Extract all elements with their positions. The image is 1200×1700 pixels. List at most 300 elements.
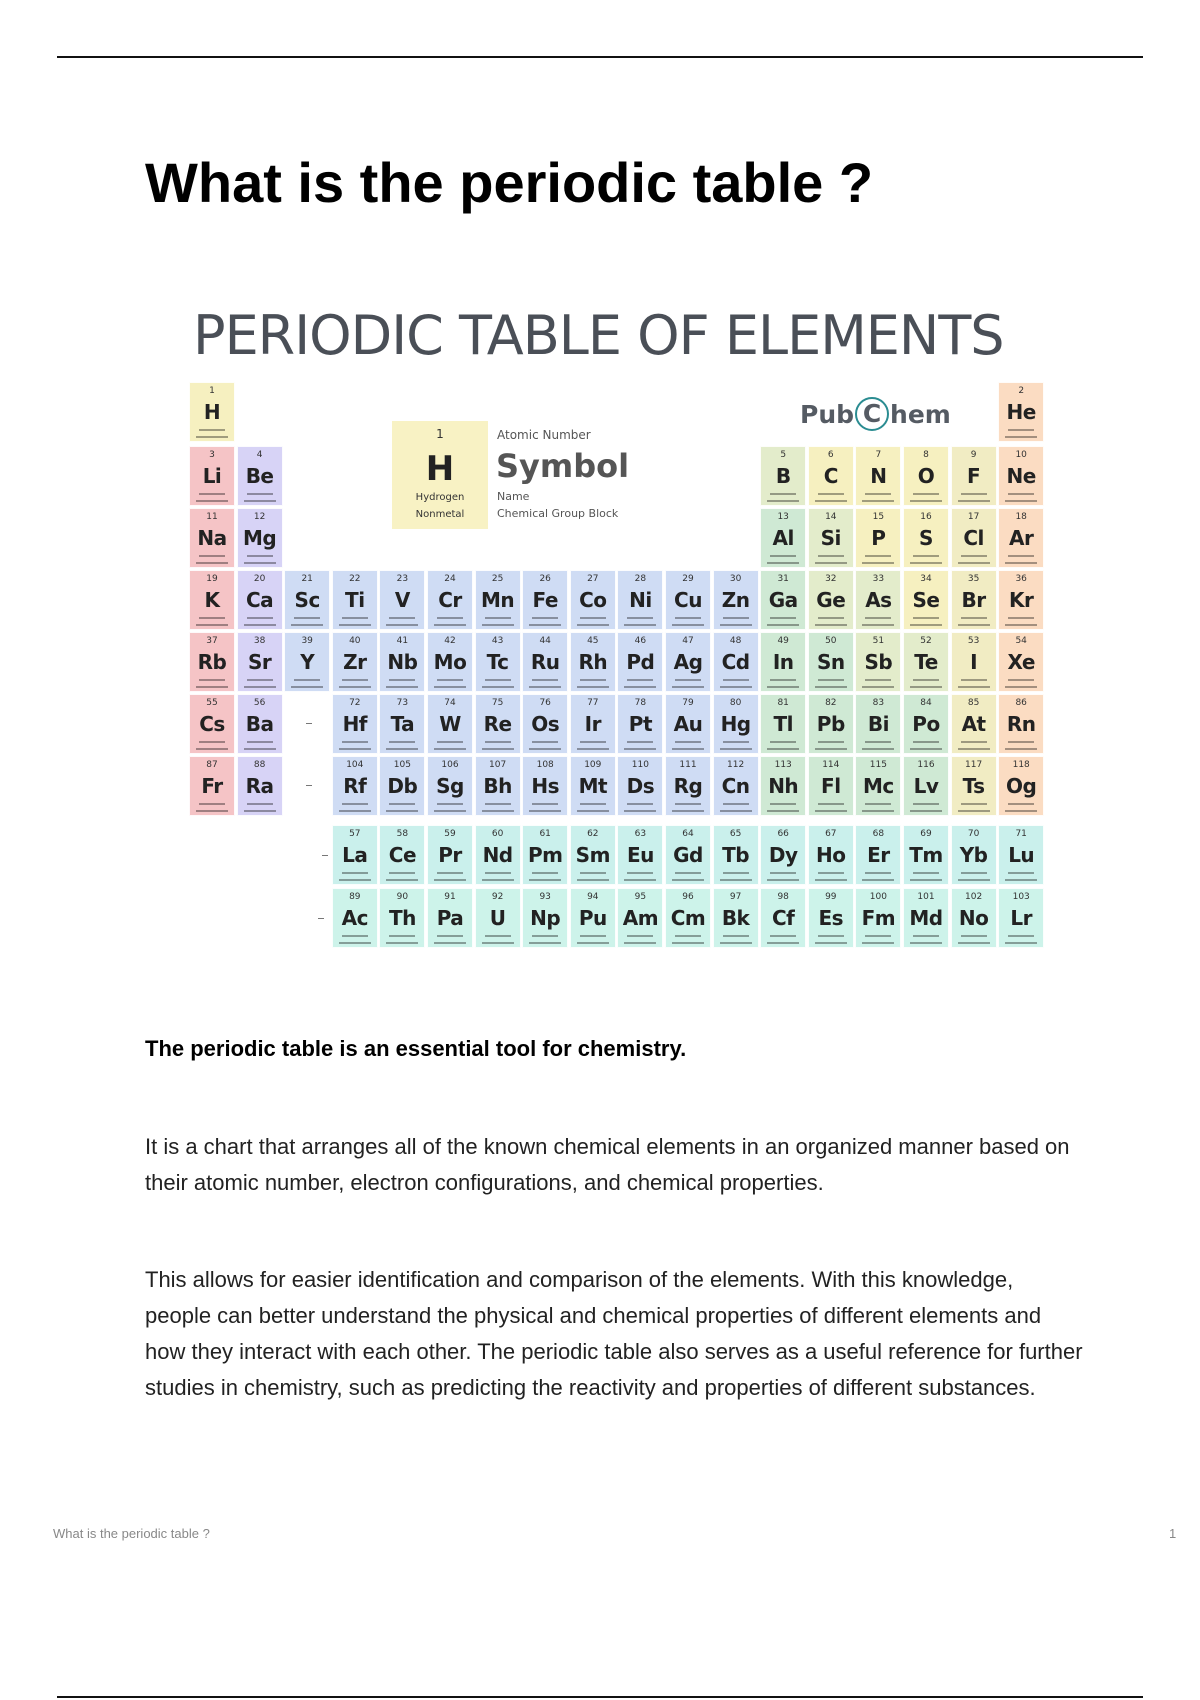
element-symbol: Nb [387,650,418,674]
element-name-fineprint [485,741,511,743]
element-cell-lv [903,756,949,816]
element-symbol: Nd [482,843,513,867]
element-group-fineprint [624,686,656,688]
element-name-fineprint [580,872,606,874]
element-cell-og [998,756,1044,816]
element-group-fineprint [1005,810,1037,812]
element-symbol: Ar [1009,526,1034,550]
element-group-fineprint [815,748,847,750]
element-cell-ce [379,825,425,885]
element-number: 8 [923,450,929,460]
element-number: 13 [777,512,789,522]
element-number: 114 [822,760,840,770]
element-group-fineprint [815,500,847,502]
element-cell-b [760,446,806,506]
element-symbol: F [967,464,981,488]
element-group-fineprint [862,879,894,881]
element-cell-ne [998,446,1044,506]
element-symbol: Kr [1009,588,1034,612]
element-cell-s [903,508,949,568]
element-symbol: Cl [963,526,984,550]
element-cell-sr [237,632,283,692]
element-name-fineprint [532,872,558,874]
pubchem-logo [800,397,951,431]
element-group-fineprint [767,500,799,502]
element-cell-al [760,508,806,568]
element-symbol: Sc [294,588,320,612]
element-name-fineprint [961,617,987,619]
element-group-fineprint [672,810,704,812]
element-name-fineprint [389,617,415,619]
element-group-fineprint [720,686,752,688]
element-group-fineprint [291,624,323,626]
element-cell-tm [903,825,949,885]
element-cell-he [998,382,1044,442]
element-number: 72 [349,698,361,708]
element-number: 86 [1015,698,1027,708]
element-cell-rg [665,756,711,816]
element-cell-cm [665,888,711,948]
actinide-marker [306,785,312,786]
element-symbol: V [394,588,410,612]
element-symbol: Ce [388,843,417,867]
element-number: 76 [539,698,551,708]
element-number: 3 [209,450,215,460]
element-group-fineprint [862,686,894,688]
element-name-fineprint [532,803,558,805]
element-group-fineprint [910,562,942,564]
element-name-fineprint [247,803,273,805]
element-cell-cs [189,694,235,754]
element-cell-gd [665,825,711,885]
element-number: 1 [209,386,215,396]
element-name-fineprint [675,803,701,805]
element-cell-rb [189,632,235,692]
element-group-fineprint [862,748,894,750]
element-group-fineprint [339,624,371,626]
page-title: What is the periodic table ? [145,151,874,214]
element-group-fineprint [196,810,228,812]
element-group-fineprint [244,500,276,502]
element-group-fineprint [958,562,990,564]
element-group-fineprint [244,810,276,812]
element-group-fineprint [529,686,561,688]
element-group-fineprint [244,748,276,750]
footer-document-title: What is the periodic table ? [53,1526,210,1541]
element-name-fineprint [199,493,225,495]
element-cell-am [617,888,663,948]
element-name-fineprint [723,741,749,743]
element-symbol: As [865,588,892,612]
element-cell-ga [760,570,806,630]
element-symbol: Hs [531,774,560,798]
element-name-fineprint [342,679,368,681]
element-cell-mg [237,508,283,568]
element-group-fineprint [672,942,704,944]
element-group-fineprint [577,624,609,626]
element-number: 22 [349,574,361,584]
element-name-fineprint [818,935,844,937]
element-cell-k [189,570,235,630]
element-group-fineprint [1005,879,1037,881]
element-group-fineprint [910,879,942,881]
element-name-fineprint [675,741,701,743]
element-group-fineprint [482,748,514,750]
pubchem-logo-ring: C [855,397,889,431]
element-cell-cu [665,570,711,630]
element-number: 67 [825,829,837,839]
element-group-fineprint [910,500,942,502]
element-symbol: Es [818,906,844,930]
element-cell-ho [808,825,854,885]
element-group-fineprint [1005,686,1037,688]
element-name-fineprint [437,741,463,743]
element-number: 36 [1015,574,1027,584]
element-name-fineprint [770,493,796,495]
element-cell-np [522,888,568,948]
element-name-fineprint [865,679,891,681]
element-cell-fr [189,756,235,816]
element-cell-nb [379,632,425,692]
element-symbol: Br [961,588,986,612]
element-name-fineprint [818,679,844,681]
element-symbol: Pm [527,843,563,867]
element-name-fineprint [389,872,415,874]
element-name-fineprint [342,935,368,937]
element-symbol: Re [483,712,512,736]
element-name-fineprint [247,617,273,619]
element-group-fineprint [958,879,990,881]
element-cell-pt [617,694,663,754]
element-number: 111 [679,760,697,770]
element-number: 20 [253,574,266,584]
element-cell-ar [998,508,1044,568]
element-number: 25 [491,574,504,584]
element-symbol: Li [202,464,222,488]
element-name-fineprint [532,679,558,681]
element-group-fineprint [767,686,799,688]
element-symbol: Np [530,906,561,930]
element-number: 6 [827,450,834,460]
element-name-fineprint [199,679,225,681]
element-group-fineprint [624,942,656,944]
element-number: 75 [491,698,504,708]
element-name-fineprint [913,617,939,619]
element-group-fineprint [862,810,894,812]
element-name-fineprint [818,872,844,874]
element-group-fineprint [720,879,752,881]
element-number: 61 [539,829,551,839]
element-name-fineprint [818,493,844,495]
element-symbol: Pd [626,650,655,674]
element-cell-rf [332,756,378,816]
element-group-fineprint [434,810,466,812]
element-cell-dy [760,825,806,885]
element-cell-be [237,446,283,506]
element-name-fineprint [770,679,796,681]
element-name-fineprint [247,679,273,681]
element-name-fineprint [1008,803,1034,805]
element-symbol: Yb [959,843,988,867]
element-symbol: C [823,464,838,488]
element-group-fineprint [577,942,609,944]
element-number: 4 [256,450,263,460]
element-cell-ts [951,756,997,816]
element-symbol: Cd [721,650,750,674]
element-name-fineprint [961,872,987,874]
element-group-fineprint [767,624,799,626]
element-cell-ra [237,756,283,816]
element-group-fineprint [720,748,752,750]
element-name-fineprint [437,872,463,874]
element-cell-ca [237,570,283,630]
element-number: 46 [634,636,647,646]
element-symbol: He [1006,400,1036,424]
element-symbol: Cs [199,712,225,736]
element-name-fineprint [485,872,511,874]
element-group-fineprint [624,624,656,626]
element-group-fineprint [196,686,228,688]
element-group-fineprint [1005,624,1037,626]
element-number: 29 [682,574,694,584]
element-number: 69 [920,829,932,839]
element-group-fineprint [386,624,418,626]
element-number: 66 [777,829,789,839]
element-group-fineprint [1005,436,1037,438]
element-group-fineprint [767,748,799,750]
element-cell-o [903,446,949,506]
element-cell-mo [427,632,473,692]
element-cell-fe [522,570,568,630]
element-symbol: Db [387,774,418,798]
element-symbol: Fr [201,774,223,798]
element-symbol: W [439,712,461,736]
element-symbol: Lu [1008,843,1035,867]
element-name-fineprint [199,617,225,619]
element-number: 62 [587,829,599,839]
element-cell-cl [951,508,997,568]
element-cell-mc [855,756,901,816]
element-number: 102 [965,892,983,902]
element-group-fineprint [196,624,228,626]
element-name-fineprint [770,803,796,805]
element-symbol: Pu [578,906,607,930]
element-group-fineprint [196,436,228,438]
element-cell-cd [713,632,759,692]
element-group-fineprint [339,748,371,750]
element-name-fineprint [627,872,653,874]
element-cell-rh [570,632,616,692]
element-name-fineprint [818,555,844,557]
element-symbol: S [919,526,933,550]
element-group-fineprint [529,624,561,626]
element-symbol: Og [1006,774,1037,798]
element-group-fineprint [482,942,514,944]
element-number: 65 [729,829,742,839]
element-cell-c [808,446,854,506]
element-name-fineprint [389,803,415,805]
element-name-fineprint [675,872,701,874]
legend-key-symbol: H [425,449,455,489]
element-name-fineprint [199,803,225,805]
element-name-fineprint [961,935,987,937]
element-cell-ag [665,632,711,692]
element-number: 59 [444,829,456,839]
element-cell-fm [855,888,901,948]
element-group-fineprint [958,624,990,626]
element-cell-xe [998,632,1044,692]
element-symbol: Ti [345,588,365,612]
element-cell-os [522,694,568,754]
element-name-fineprint [342,803,368,805]
element-number: 108 [536,760,554,770]
element-symbol: Po [912,712,940,736]
element-name-fineprint [865,935,891,937]
element-symbol: K [204,588,220,612]
element-number: 41 [396,636,409,646]
element-cell-li [189,446,235,506]
element-number: 103 [1012,892,1030,902]
element-symbol: Zn [721,588,750,612]
element-name-fineprint [627,617,653,619]
element-number: 109 [584,760,602,770]
element-group-fineprint [672,624,704,626]
element-symbol: Bk [721,906,750,930]
element-cell-si [808,508,854,568]
element-group-fineprint [815,562,847,564]
element-cell-y [284,632,330,692]
element-number: 42 [444,636,456,646]
element-number: 74 [444,698,456,708]
element-name-fineprint [770,741,796,743]
element-name-fineprint [199,429,225,431]
element-number: 70 [967,829,980,839]
element-number: 63 [634,829,647,839]
element-name-fineprint [675,935,701,937]
legend-label-name: Name [497,490,530,503]
element-group-fineprint [196,748,228,750]
element-number: 7 [875,450,882,460]
element-name-fineprint [1008,741,1034,743]
element-group-fineprint [958,500,990,502]
element-name-fineprint [961,741,987,743]
element-group-fineprint [244,562,276,564]
element-symbol: Sm [575,843,610,867]
element-name-fineprint [723,803,749,805]
element-number: 112 [727,760,745,770]
element-cell-ti [332,570,378,630]
element-group-fineprint [958,810,990,812]
actinide-row-marker [318,918,324,919]
element-number: 52 [920,636,932,646]
element-cell-ge [808,570,854,630]
element-cell-at [951,694,997,754]
element-group-fineprint [672,748,704,750]
footer-page-number: 1 [1169,1526,1177,1541]
element-cell-hf [332,694,378,754]
element-symbol: Xe [1007,650,1035,674]
element-name-fineprint [437,935,463,937]
element-number: 33 [872,574,885,584]
element-cell-ba [237,694,283,754]
element-number: 47 [682,636,694,646]
element-group-fineprint [1005,942,1037,944]
element-group-fineprint [386,942,418,944]
element-name-fineprint [342,872,368,874]
element-name-fineprint [627,679,653,681]
element-symbol: H [203,400,221,424]
element-symbol: Mc [863,774,894,798]
element-name-fineprint [1008,679,1034,681]
element-group-fineprint [482,686,514,688]
element-name-fineprint [1008,872,1034,874]
element-name-fineprint [580,617,606,619]
element-symbol: Hg [720,712,751,736]
element-number: 85 [967,698,980,708]
element-group-fineprint [958,748,990,750]
element-group-fineprint [577,748,609,750]
element-cell-sb [855,632,901,692]
element-symbol: Cm [670,906,706,930]
element-name-fineprint [675,679,701,681]
element-number: 92 [491,892,504,902]
element-number: 100 [869,892,887,902]
element-name-fineprint [485,617,511,619]
element-name-fineprint [865,741,891,743]
element-name-fineprint [770,617,796,619]
element-group-fineprint [624,810,656,812]
element-cell-ta [379,694,425,754]
element-number: 60 [491,829,504,839]
element-cell-ni [617,570,663,630]
element-number: 17 [967,512,980,522]
element-symbol: Am [622,906,659,930]
element-symbol: Mn [481,588,515,612]
element-group-fineprint [529,879,561,881]
element-cell-zn [713,570,759,630]
element-symbol: Rf [343,774,367,798]
element-number: 45 [587,636,599,646]
element-name-fineprint [1008,617,1034,619]
element-symbol: Ni [629,588,652,612]
element-symbol: Hf [342,712,368,736]
element-cell-tb [713,825,759,885]
element-name-fineprint [580,741,606,743]
element-cell-es [808,888,854,948]
element-name-fineprint [675,617,701,619]
element-number: 54 [1015,636,1027,646]
element-number: 78 [634,698,647,708]
element-cell-tc [475,632,521,692]
element-name-fineprint [389,935,415,937]
element-number: 55 [206,698,218,708]
element-name-fineprint [913,872,939,874]
element-group-fineprint [386,879,418,881]
element-cell-sg [427,756,473,816]
element-symbol: I [970,650,978,674]
element-name-fineprint [437,679,463,681]
element-number: 16 [920,512,932,522]
element-number: 32 [825,574,837,584]
element-name-fineprint [485,679,511,681]
element-symbol: Mo [433,650,467,674]
element-name-fineprint [770,872,796,874]
element-name-fineprint [723,617,749,619]
element-name-fineprint [865,617,891,619]
element-cell-er [855,825,901,885]
element-name-fineprint [818,617,844,619]
element-name-fineprint [913,555,939,557]
